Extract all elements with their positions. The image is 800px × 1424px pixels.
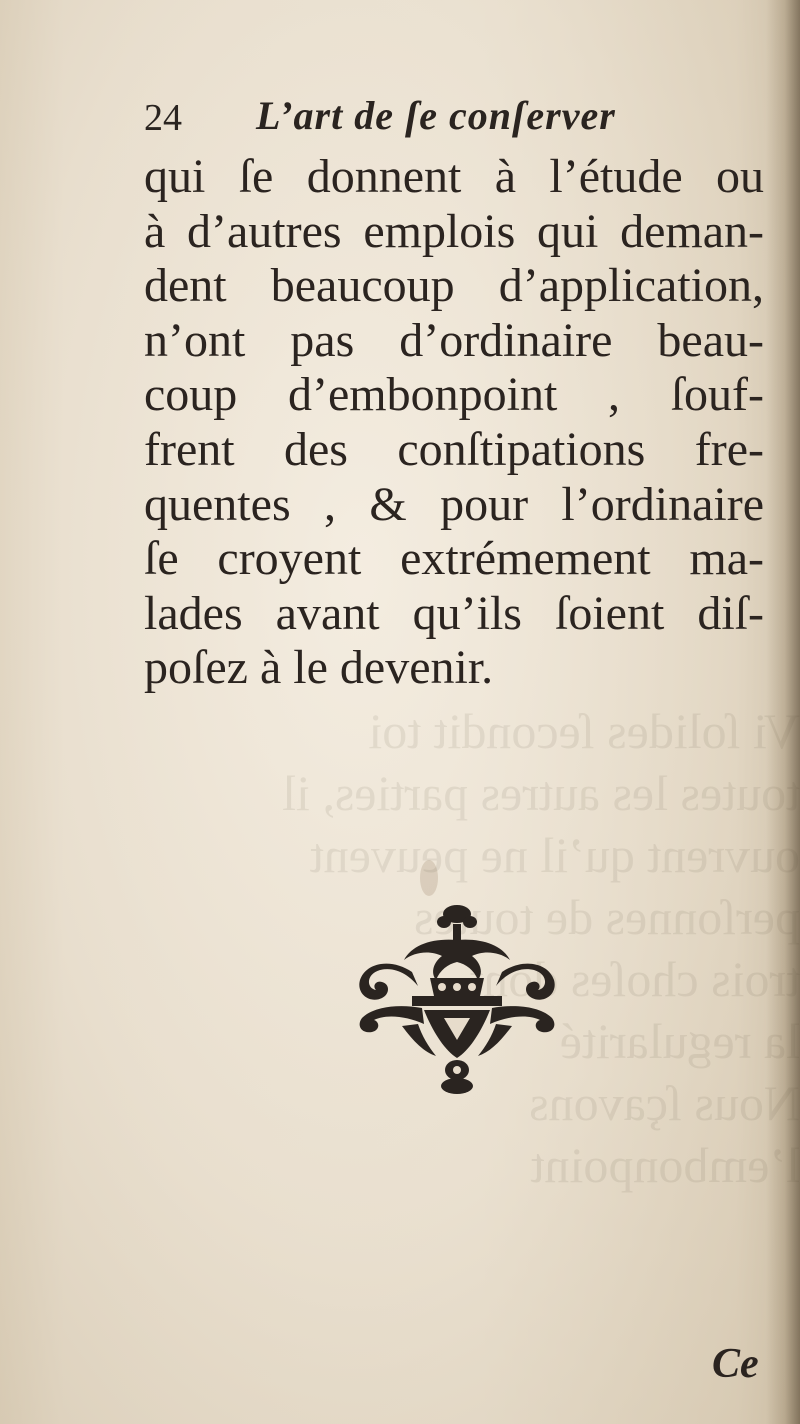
page-header — [144, 92, 764, 148]
paper-stain — [420, 860, 438, 896]
text-line: qui ſe donnent à l’étude ou — [144, 150, 764, 203]
page-number: 24 — [144, 97, 182, 139]
show-through-texture: ſolides ſecondit toi toutes les autres parties, il ouvrent qu’il ne peuvent perſonnes de trois choſes dont regularité Nous ſçavons l’embonpoint — [282, 703, 800, 1193]
catchword: Ce — [712, 1341, 759, 1387]
fleuron-ornament-icon — [352, 900, 562, 1100]
text-line-last: poſez à le devenir. — [144, 641, 494, 695]
text-line: ſe croyent extrémement ma- — [144, 532, 764, 586]
text-line: quentes , & pour l’ordinaire — [144, 477, 764, 531]
text-line: frent des conſtipations fre- — [144, 422, 764, 476]
text-line: à d’autres emplois qui deman- — [144, 204, 764, 258]
body-text — [144, 150, 764, 696]
text-line: n’ont pas d’ordinaire beau- — [144, 313, 764, 367]
text-line: coup d’embonpoint , ſouf- — [144, 368, 764, 422]
text-line: dent beaucoup d’application, — [144, 259, 764, 313]
running-title: L’art de ſe conſerver — [256, 93, 616, 138]
page-edge-shadow — [766, 0, 800, 1424]
text-line: lades avant qu’ils ſoient diſ- — [144, 586, 764, 640]
